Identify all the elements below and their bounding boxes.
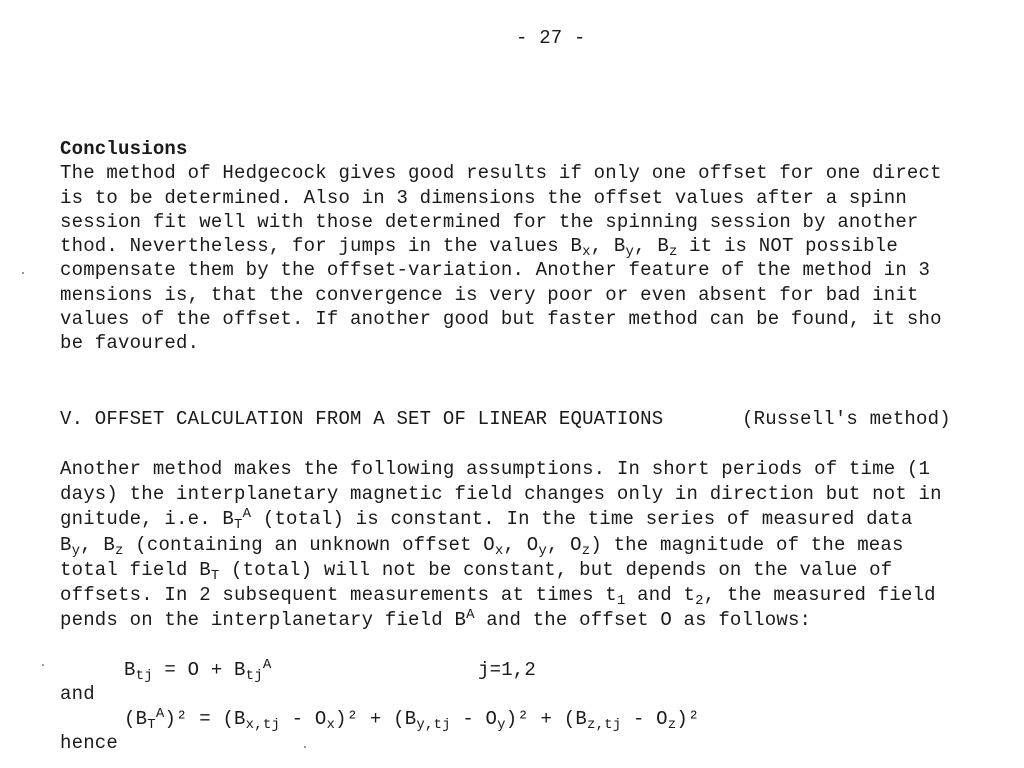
page-number: - 27 - xyxy=(516,27,586,49)
section-v-heading: V. OFFSET CALCULATION FROM A SET OF LINEAR EQUATIONS xyxy=(60,408,664,430)
scan-speck xyxy=(22,272,24,274)
conclusions-line-3: session fit well with those determined for the spinning session by another xyxy=(60,211,919,233)
scan-speck xyxy=(304,746,306,748)
paragraph-line-6: offsets. In 2 subsequent measurements at times $t_1$ and $t_2$, the measured field xyxy=(60,584,936,609)
paragraph-line-3: gnitude, i.e. $B_T^A$ (total) is constant. In the time series of measured data xyxy=(60,506,913,533)
conclusions-line-7: values of the offset. If another good but faster method can be found, it sho xyxy=(60,308,942,330)
conclusions-line-5: compensate them by the offset-variation. Another feature of the method in 3 xyxy=(60,259,931,281)
paragraph-line-4: $B_y$, $B_z$ (containing an unknown offset $O_x$, $O_y$, $O_z$) the magnitude of the meas xyxy=(60,534,904,559)
conclusions-line-6: mensions is, that the convergence is very poor or even absent for bad init xyxy=(60,284,919,306)
equation-1: $B_{tj} = O + B_{tj}^A$ xyxy=(124,657,272,684)
conclusions-line-2: is to be determined. Also in 3 dimensions the offset values after a spinn xyxy=(60,187,907,209)
section-v-subtitle: (Russell's method) xyxy=(742,408,951,430)
hence-label: hence xyxy=(60,732,119,754)
paragraph-line-7: pends on the interplanetary field $B^A$ and the offset O as follows: xyxy=(60,607,812,631)
conclusions-line-4: thod. Nevertheless, for jumps in the values $B_x$, $B_y$, $B_z$ it is NOT possible xyxy=(60,235,898,260)
conclusions-line-1: The method of Hedgecock gives good results if only one offset for one direct xyxy=(60,162,942,184)
equation-2: $(B_T^A)^2 = (B_{x,tj} - O_x)^2 + (B_{y,tj} - O_y)^2 + (B_{z,tj} - O_z)^2$ xyxy=(124,706,700,733)
paragraph-line-2: days) the interplanetary magnetic field changes only in direction but not in xyxy=(60,483,942,505)
paragraph-line-5: total field $B_T$ (total) will not be constant, but depends on the value of xyxy=(60,559,893,584)
equation-1-index: j=1,2 xyxy=(478,659,537,681)
paragraph-line-1: Another method makes the following assumptions. In short periods of time (1 xyxy=(60,458,931,480)
conclusions-line-8: be favoured. xyxy=(60,332,200,354)
conclusions-heading: Conclusions xyxy=(60,138,188,160)
scan-speck xyxy=(42,664,44,666)
and-label: and xyxy=(60,683,95,705)
